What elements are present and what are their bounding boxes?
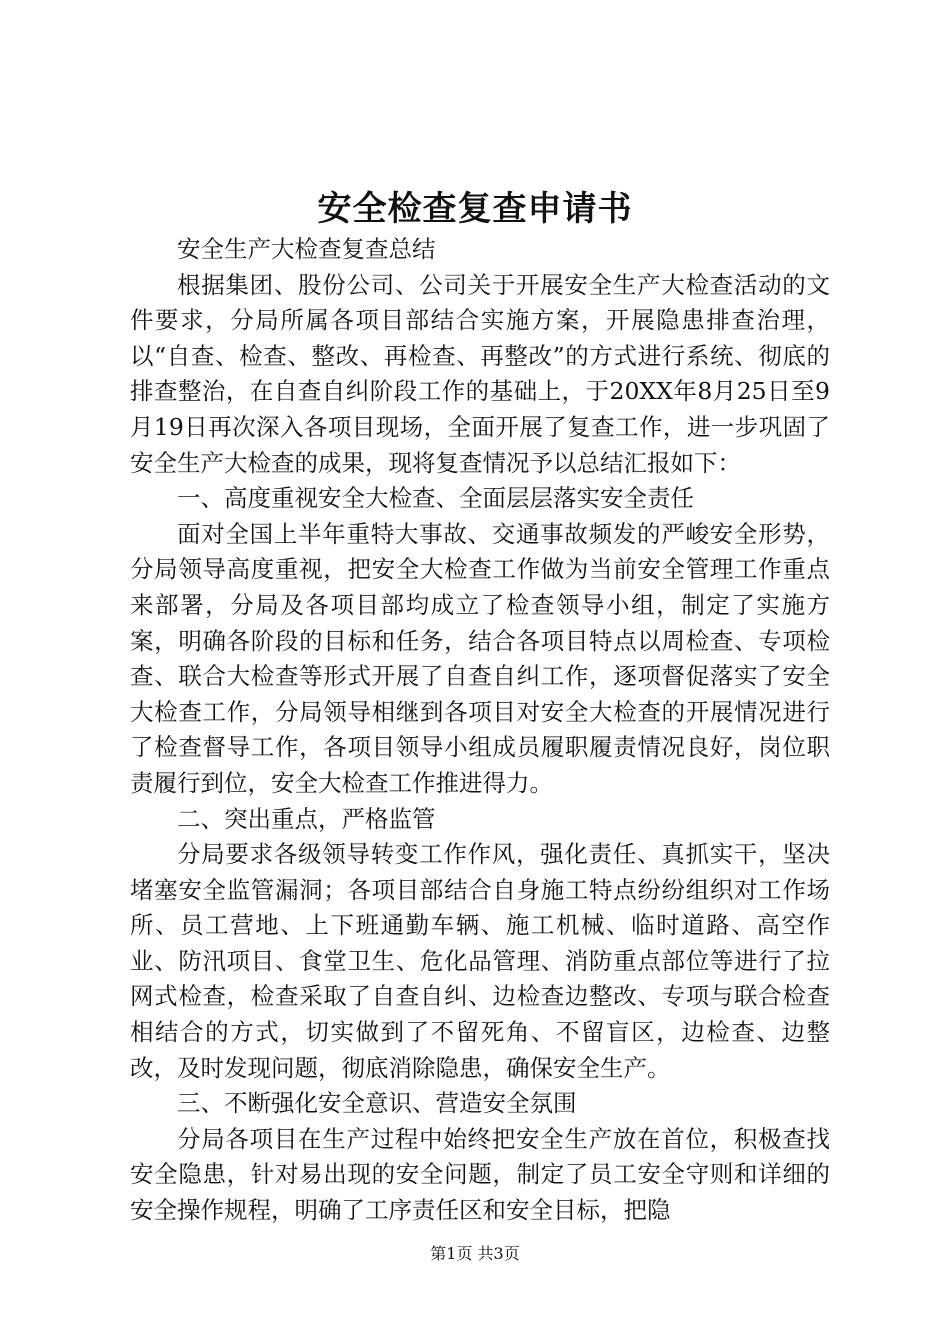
document-body bbox=[130, 232, 830, 1229]
subtitle-paragraph: 安全生产大检查复查总结 bbox=[177, 235, 436, 263]
section-paragraph-2: 分局要求各级领导转变工作作风，强化责任、真抓实干，坚决堵塞安全监管漏洞；各项目部结合自身施工特点纷纷组织对工作场所、员工营地、上下班通勤车辆、施工机械、临时道路、高空作业、防汛项目、食堂卫生、危化品管理、消防重点部位等进行了拉网式检查，检查采取了自查自纠、边检查边整改、专项与联合检查相结合的方式，切实做到了不留死角、不留盲区，边检查、边整改，及时发现问题，彻底消除隐患，确保安全生产。 bbox=[130, 840, 830, 1082]
section-heading-2: 二、突出重点，严格监管 bbox=[177, 804, 436, 833]
section-heading-3: 三、不断强化安全意识、营造安全氛围 bbox=[177, 1089, 577, 1118]
page-footer: 第1页 共3页 bbox=[430, 1244, 520, 1263]
document-title: 安全检查复查申请书 bbox=[317, 189, 633, 229]
section-heading-1: 一、高度重视安全大检查、全面层层落实安全责任 bbox=[177, 484, 694, 513]
section-paragraph-3: 分局各项目在生产过程中始终把安全生产放在首位，积极查找安全隐患，针对易出现的安全问题，制定了员工安全守则和详细的安全操作规程，明确了工序责任区和安全目标，把隐 bbox=[130, 1124, 830, 1225]
section-paragraph-1: 面对全国上半年重特大事故、交通事故频发的严峻安全形势，分局领导高度重视，把安全大检查工作做为当前安全管理工作重点来部署，分局及各项目部均成立了检查领导小组，制定了实施方案，明确各阶段的目标和任务，结合各项目特点以周检查、专项检查、联合大检查等形式开展了自查自纠工作，逐项督促落实了安全大检查工作，分局领导相继到各项目对安全大检查的开展情况进行了检查督导工作，各项目领导小组成员履职履责情况良好，岗位职责履行到位，安全大检查工作推进得力。 bbox=[130, 519, 830, 797]
intro-paragraph: 根据集团、股份公司、公司关于开展安全生产大检查活动的文件要求，分局所属各项目部结合实施方案，开展隐患排查治理，以“自查、检查、整改、再检查、再整改”的方式进行系统、彻底的排查整治，在自查自纠阶段工作的基础上，于20XX年8月25日至9月19日再次深入各项目现场，全面开展了复查工作，进一步巩固了安全生产大检查的成果，现将复查情况予以总结汇报如下： bbox=[130, 270, 830, 477]
